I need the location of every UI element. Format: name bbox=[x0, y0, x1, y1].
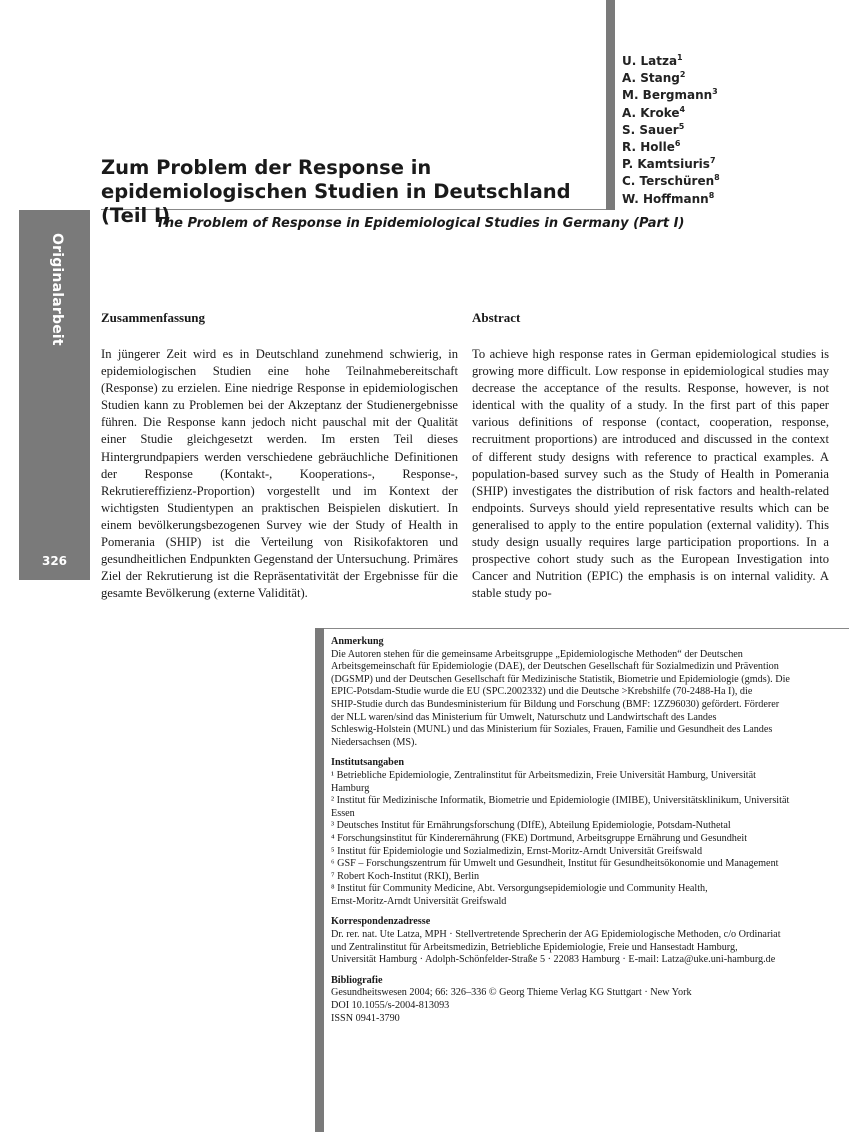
anmerkung-line: Niedersachsen (MS). bbox=[331, 736, 418, 748]
institute-line: ⁵ Institut für Epidemiologie und Sozialmedizin, Ernst-Moritz-Arndt Universität Greifswald bbox=[331, 845, 703, 857]
institute-line: ⁶ GSF – Forschungszentrum für Umwelt und Gesundheit, Institut für Gesundheitsökonomie und Management bbox=[331, 858, 779, 870]
header-vertical-bar bbox=[606, 0, 615, 210]
notes-vertical-bar bbox=[315, 628, 324, 1132]
abstract-column bbox=[472, 310, 829, 602]
author: M. Bergmann$^3$ bbox=[622, 87, 718, 103]
author: C. Terschüren$^8$ bbox=[622, 173, 720, 189]
institute-line: ¹ Betriebliche Epidemiologie, Zentralinstitut für Arbeitsmedizin, Freie Universität Hamburg, Universität bbox=[331, 769, 756, 781]
bibliografie-section bbox=[331, 975, 831, 1025]
article-subtitle: The Problem of Response in Epidemiological Studies in Germany (Part I) bbox=[156, 216, 685, 231]
notes-box bbox=[331, 636, 831, 1033]
author: R. Holle$^6$ bbox=[622, 139, 681, 155]
article-type-label: Originalarbeit bbox=[49, 233, 65, 346]
anmerkung-line: SHIP-Studie durch das Bundesministerium für Bildung und Forschung (BMF: 1ZZ96030) gefördert. Förderer bbox=[331, 698, 780, 710]
anmerkung-heading: Anmerkung bbox=[331, 636, 384, 647]
author: A. Kroke$^4$ bbox=[622, 104, 686, 120]
author: A. Stang$^2$ bbox=[622, 70, 686, 86]
institute-line: ⁴ Forschungsinstitut für Kinderernährung (FKE) Dortmund, Arbeitsgruppe Ernährung und Gesundheit bbox=[331, 832, 748, 844]
abstract-text: To achieve high response rates in German epidemiological studies is growing more difficult. Low response in epidemiological studies may decrease the acceptance of the results. Response, however, is not identical with the quality of a study. In the first part of this paper various definitions of response (contact, cooperation, response, recruitment proportions) are introduced and discussed in the context of different study designs with reference to practical examples. A population-based survey such as the Study of Health in Pomerania (SHIP) investigates the distribution of risk factors and health-related endpoints. Surveys should yield representative results which can be generalised to apply to the entire population (external validity). This study design usually requires large participation proportions. In a prospective cohort study such as the European Investigation into Cancer and Nutrition (EPIC) the emphasis is on internal validity. A stable study po- bbox=[472, 347, 829, 601]
zusammenfassung-heading: Zusammenfassung bbox=[101, 310, 206, 325]
bibliografie-line: Gesundheitswesen 2004; 66: 326–336 © Georg Thieme Verlag KG Stuttgart · New York bbox=[331, 987, 692, 999]
zusammenfassung-column bbox=[101, 310, 458, 602]
anmerkung-line: EPIC-Potsdam-Studie wurde die EU (SPC.2002332) und die Deutsche >Krebshilfe (70-2488-Ha I), die bbox=[331, 686, 753, 698]
author: P. Kamtsiuris$^7$ bbox=[622, 156, 716, 172]
anmerkung-line: (DGSMP) und der Deutschen Gesellschaft für Medizinische Statistik, Biometrie und Epidemiologie (gmds). Die bbox=[331, 673, 790, 685]
anmerkung-line: Die Autoren stehen für die gemeinsame Arbeitsgruppe „Epidemiologische Methoden“ der Deutschen bbox=[331, 648, 743, 660]
institute-heading: Institutsangaben bbox=[331, 757, 405, 769]
institute-line: ² Institut für Medizinische Informatik, Biometrie und Epidemiologie (IMIBE), Universitätsklinikum, Universität bbox=[331, 795, 790, 807]
anmerkung-line: Schleswig-Holstein (MUNL) und das Ministerium für Soziales, Frauen, Familie und Gesundheit des Landes bbox=[331, 724, 773, 736]
abstract-heading: Abstract bbox=[472, 310, 521, 325]
bibliografie-line: DOI 10.1055/s-2004-813093 bbox=[331, 1000, 450, 1012]
korrespondenz-heading: Korrespondenzadresse bbox=[331, 916, 431, 928]
korrespondenz-line: und Zentralinstitut für Arbeitsmedizin, Betriebliche Epidemiologie, Freie und Hansestadt Hamburg, bbox=[331, 941, 738, 953]
korrespondenz-line: Universität Hamburg · Adolph-Schönfelder-Straße 5 · 22083 Hamburg · E-mail: Latza@uke.uni-hamburg.de bbox=[331, 954, 776, 966]
institute-line: Essen bbox=[331, 807, 355, 819]
article-title: Zum Problem der Response in epidemiologischen Studien in Deutschland (Teil I) bbox=[101, 156, 571, 227]
anmerkung-line: der NLL waren/sind das Ministerium für Umwelt, Naturschutz und Landwirtschaft des Landes bbox=[331, 711, 717, 723]
author: W. Hoffmann$^8$ bbox=[622, 190, 715, 206]
korrespondenz-section bbox=[331, 916, 831, 966]
author: U. Latza$^1$ bbox=[622, 53, 683, 68]
institute-line: Ernst-Moritz-Arndt Universität Greifswald bbox=[331, 895, 507, 907]
institute-line: ⁷ Robert Koch-Institut (RKI), Berlin bbox=[331, 870, 480, 882]
institute-line: Hamburg bbox=[331, 782, 370, 794]
author: S. Sauer$^5$ bbox=[622, 121, 685, 137]
bibliografie-heading: Bibliografie bbox=[331, 974, 383, 986]
anmerkung-section bbox=[331, 636, 831, 749]
korrespondenz-line: Dr. rer. nat. Ute Latza, MPH · Stellvertretende Sprecherin der AG Epidemiologische Methoden, c/o Ordinariat bbox=[331, 929, 781, 941]
anmerkung-line: Arbeitsgemeinschaft für Epidemiologie (DAE), der Deutschen Gesellschaft für Sozialmedizin und Prävention bbox=[331, 661, 779, 673]
page-number: 326 bbox=[41, 554, 68, 568]
institute-line: ⁸ Institut für Community Medicine, Abt. Versorgungsepidemiologie und Community Health, bbox=[331, 883, 708, 895]
zusammenfassung-text: In jüngerer Zeit wird es in Deutschland zunehmend schwierig, in epidemiologischen Studien eine hohe Teilnahmebereitschaft (Response) zu erzielen. Eine niedrige Response in epidemiologischen Studien kann zu Problemen bei der Akzeptanz der Studienergebnisse führen. Die Response kann jedoch nicht pauschal mit der Qualität einer Studie gleichgesetzt werden. Im ersten Teil dieses Hintergrundpapiers werden verschiedene gebräuchliche Definitionen der Response (Kontakt-, Kooperations-, Response-, Rekrutiereffizienz-Proportion) vorgestellt und im Kontext der wichtigsten Studientypen an praktischen Beispielen diskutiert. In einem bevölkerungsbezogenen Survey wie der Study of Health in Pomerania (SHIP) ist die Verteilung von Risikofaktoren und gesundheitlichen Endpunkten Gegenstand der Untersuchung. Primäres Ziel der Rekrutierung ist die Repräsentativität der Ergebnisse für die gesamte Bevölkerung (externe Validität). bbox=[101, 347, 458, 601]
author-list bbox=[622, 53, 720, 208]
notes-rule bbox=[324, 628, 849, 629]
institute-section bbox=[331, 757, 831, 908]
bibliografie-line: ISSN 0941-3790 bbox=[331, 1012, 400, 1024]
institute-line: ³ Deutsches Institut für Ernährungsforschung (DIfE), Abteilung Epidemiologie, Potsdam-Nuthetal bbox=[331, 820, 731, 832]
